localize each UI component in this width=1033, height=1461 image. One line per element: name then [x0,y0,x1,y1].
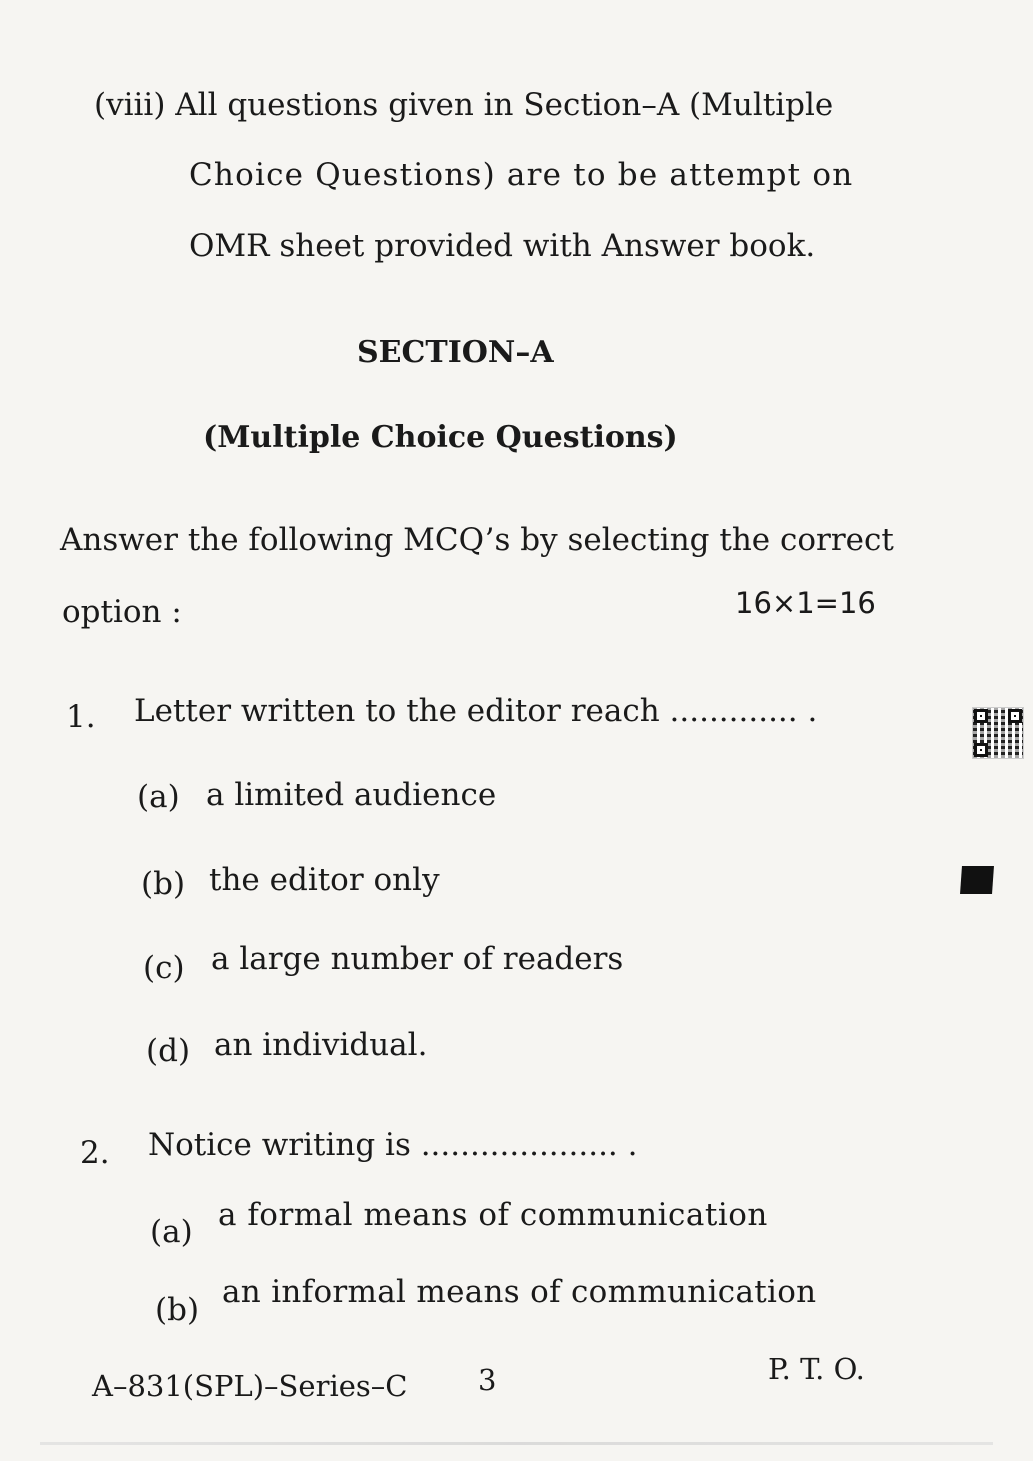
question-2-number: 2. [80,1135,110,1171]
q2-option-a-text: a formal means of communication [218,1197,768,1233]
q1-option-a-text: a limited audience [206,777,497,813]
bottom-edge-line [40,1442,993,1445]
please-turn-over: P. T. O. [768,1352,865,1386]
instruction-line-2: Choice Questions) are to be attempt on [189,157,854,193]
instruction-line-3: OMR sheet provided with Answer book. [189,228,816,264]
q1-option-b-label: (b) [141,866,186,902]
directions-line-1: Answer the following MCQ’s by selecting the correct [60,522,894,558]
q2-option-b-text: an informal means of communication [222,1274,817,1310]
question-1-text: Letter written to the editor reach ............. . [134,693,818,729]
q2-option-a-label: (a) [150,1214,193,1250]
q1-option-b-text: the editor only [209,862,440,898]
marks-distribution: 16×1=16 [735,586,876,620]
q1-option-d-text: an individual. [214,1027,428,1063]
section-subtitle: (Multiple Choice Questions) [203,420,678,455]
instruction-line-1: (viii) All questions given in Section–A (Multiple [94,87,834,123]
q1-option-c-text: a large number of readers [211,941,624,977]
directions-line-2: option : [62,594,182,630]
q1-option-a-label: (a) [137,779,180,815]
question-1-number: 1. [66,699,96,735]
paper-code: A–831(SPL)–Series–C [92,1369,408,1403]
q1-option-d-label: (d) [146,1033,191,1069]
registration-mark-icon [960,866,994,894]
qr-code-icon [972,707,1024,759]
page-number: 3 [478,1363,497,1397]
section-title: SECTION–A [357,335,554,370]
q2-option-b-label: (b) [155,1292,200,1328]
question-2-text: Notice writing is .................... . [148,1127,638,1163]
q1-option-c-label: (c) [143,950,185,986]
